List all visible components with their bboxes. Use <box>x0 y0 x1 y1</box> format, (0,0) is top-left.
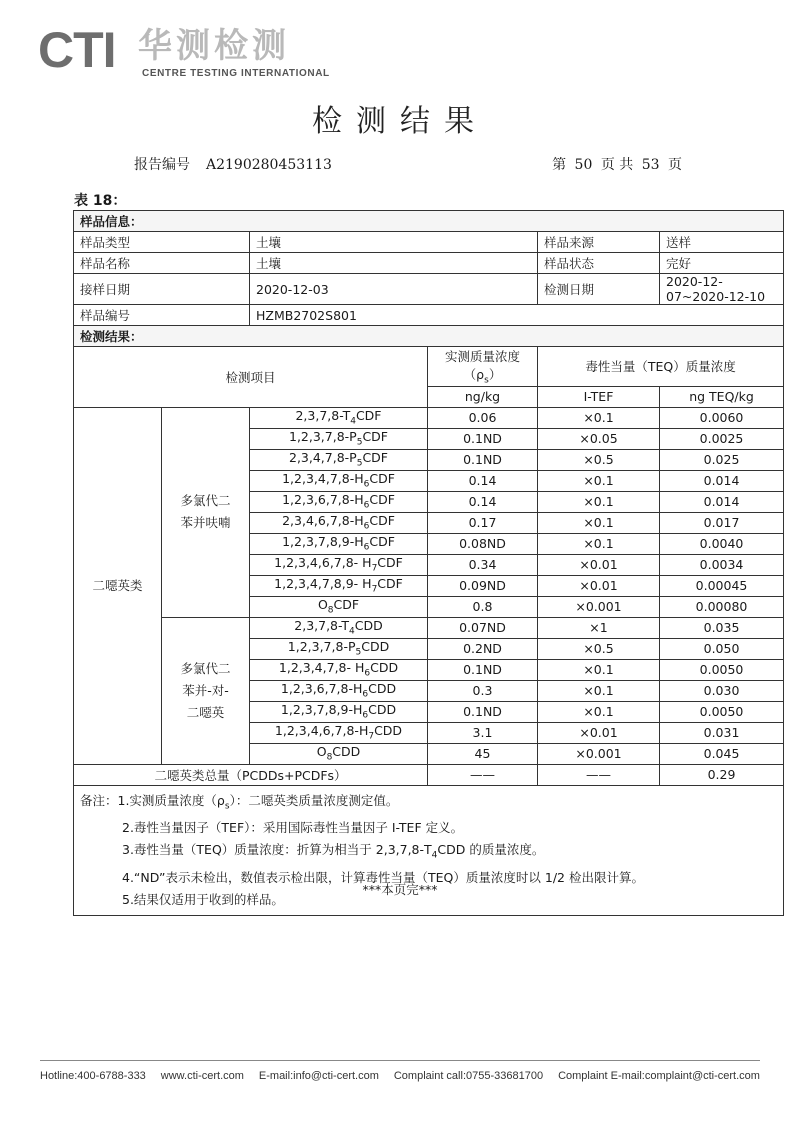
receive-date-label: 接样日期 <box>74 274 250 305</box>
column-header-row <box>74 347 784 387</box>
total-conc: —— <box>428 764 538 785</box>
total-row <box>74 764 784 785</box>
unit-teq: ng TEQ/kg <box>660 386 784 407</box>
teq-value: 0.014 <box>660 470 784 491</box>
page-end-marker: ***本页完*** <box>362 882 438 897</box>
results-header-row <box>74 326 784 347</box>
teq-value: 0.0050 <box>660 659 784 680</box>
compound-name: $1,2,3,7,8-P_5CDD$ <box>250 638 428 659</box>
test-date-value: 2020-12-07~2020-12-10 <box>660 274 784 305</box>
results-heading: 检测结果： <box>74 326 784 347</box>
footer-hotline: Hotline:400-6788-333 <box>40 1070 146 1082</box>
teq-value: 0.014 <box>660 491 784 512</box>
tef-value: ×0.1 <box>538 680 660 701</box>
tef-value: ×0.01 <box>538 575 660 596</box>
teq-value: 0.045 <box>660 743 784 764</box>
compound-name: $O_8CDF$ <box>250 596 428 617</box>
total-label: 二噁英类总量（PCDDs+PCDFs） <box>74 764 428 785</box>
conc-value: 3.1 <box>428 722 538 743</box>
tef-value: ×0.01 <box>538 554 660 575</box>
total-teq: 0.29 <box>660 764 784 785</box>
conc-value: 0.34 <box>428 554 538 575</box>
note-1: 备注：1.实测质量浓度$(\rho_s)$：二噁英类质量浓度测定值。 <box>80 792 399 811</box>
conc-value: 0.2ND <box>428 638 538 659</box>
sample-row <box>74 305 784 326</box>
compound-name: $2,3,7,8-T_4CDD$ <box>250 617 428 638</box>
teq-value: 0.0060 <box>660 407 784 428</box>
footer-complaint-email[interactable]: Complaint E-mail:complaint@cti-cert.com <box>558 1070 760 1082</box>
conc-value: 0.06 <box>428 407 538 428</box>
page-total: 53 <box>641 157 660 173</box>
page-number: 50 <box>574 157 593 173</box>
report-number <box>134 154 332 174</box>
group-pcdd-cell: 多氯代二苯并-对-二噁英 <box>162 617 250 764</box>
sample-id-value: HZMB2702S801 <box>250 305 784 326</box>
compound-name: $2,3,4,6,7,8-H_6CDF$ <box>250 512 428 533</box>
teq-value: 0.0025 <box>660 428 784 449</box>
compound-name: 1,2,3,4,7,8- $H_6CDD$ <box>250 659 428 680</box>
col-header-item: 检测项目 <box>74 347 428 408</box>
sample-row <box>74 253 784 274</box>
teq-value: 0.025 <box>660 449 784 470</box>
sample-source-value: 送样 <box>660 232 784 253</box>
teq-value: 0.0040 <box>660 533 784 554</box>
table-title: 表 18： <box>74 193 127 209</box>
tef-value: ×0.1 <box>538 659 660 680</box>
compound-name: $2,3,7,8-T_4CDF$ <box>250 407 428 428</box>
footer-website[interactable]: www.cti-cert.com <box>160 1070 244 1082</box>
logo-chinese-text: 华测检测 <box>138 26 290 66</box>
sample-info-heading: 样品信息： <box>74 211 784 232</box>
report-number-value: A2190280453113 <box>206 157 332 173</box>
category-cell: 二噁英类 <box>74 407 162 764</box>
page-indicator <box>550 154 684 174</box>
sample-info-header-row <box>74 211 784 232</box>
conc-value: 0.3 <box>428 680 538 701</box>
tef-value: ×0.1 <box>538 533 660 554</box>
compound-name: $1,2,3,7,8,9-H_6CDF$ <box>250 533 428 554</box>
compound-name: $1,2,3,6,7,8-H_6CDD$ <box>250 680 428 701</box>
sample-row <box>74 232 784 253</box>
page-title: 检测结果 <box>312 104 488 139</box>
sample-state-label: 样品状态 <box>538 253 660 274</box>
table-row <box>74 617 784 638</box>
footer-divider <box>40 1060 760 1061</box>
compound-name: $1,2,3,4,6,7,8-H_7CDD$ <box>250 722 428 743</box>
unit-tef: I-TEF <box>538 386 660 407</box>
tef-value: ×0.01 <box>538 722 660 743</box>
conc-value: 0.1ND <box>428 659 538 680</box>
sample-id-label: 样品编号 <box>74 305 250 326</box>
receive-date-value: 2020-12-03 <box>250 274 538 305</box>
conc-value: 0.1ND <box>428 428 538 449</box>
logo-english-text: CENTRE TESTING INTERNATIONAL <box>142 68 330 79</box>
footer-complaint-call: Complaint call:0755-33681700 <box>393 1070 544 1082</box>
teq-value: 0.030 <box>660 680 784 701</box>
sample-source-label: 样品来源 <box>538 232 660 253</box>
conc-value: 0.09ND <box>428 575 538 596</box>
teq-value: 0.0034 <box>660 554 784 575</box>
teq-value: 0.031 <box>660 722 784 743</box>
sample-type-label: 样品类型 <box>74 232 250 253</box>
conc-value: 0.14 <box>428 470 538 491</box>
page-suffix: 页 <box>668 157 682 173</box>
col-header-conc: 实测质量浓度$(\rho_s)$ <box>428 347 538 387</box>
results-table <box>73 210 784 916</box>
group-pcdf-cell: 多氯代二苯并呋喃 <box>162 407 250 617</box>
note-5: 5.结果仅适用于收到的样品。 <box>122 891 284 907</box>
teq-value: 0.00080 <box>660 596 784 617</box>
tef-value: ×0.05 <box>538 428 660 449</box>
report-number-label: 报告编号 <box>134 157 190 173</box>
tef-value: ×0.001 <box>538 743 660 764</box>
sample-state-value: 完好 <box>660 253 784 274</box>
footer <box>40 1070 760 1082</box>
tef-value: ×1 <box>538 617 660 638</box>
test-date-label: 检测日期 <box>538 274 660 305</box>
teq-value: 0.035 <box>660 617 784 638</box>
tef-value: ×0.1 <box>538 512 660 533</box>
conc-value: 45 <box>428 743 538 764</box>
compound-name: $1,2,3,6,7,8-H_6CDF$ <box>250 491 428 512</box>
sample-type-value: 土壤 <box>250 232 538 253</box>
page-prefix: 第 <box>552 157 567 173</box>
tef-value: ×0.1 <box>538 491 660 512</box>
page-mid-text: 页 共 <box>600 157 634 173</box>
note-4: 4.“ND”表示未检出，数值表示检出限，计算毒性当量（TEQ）质量浓度时以 1/2 检出限计算。 <box>122 869 644 885</box>
teq-value: 0.00045 <box>660 575 784 596</box>
conc-value: 0.14 <box>428 491 538 512</box>
conc-value: 0.8 <box>428 596 538 617</box>
compound-name: 1,2,3,4,7,8,9- $H_7CDF$ <box>250 575 428 596</box>
teq-value: 0.017 <box>660 512 784 533</box>
tef-value: ×0.1 <box>538 701 660 722</box>
compound-name: 1,2,3,4,6,7,8- $H_7CDF$ <box>250 554 428 575</box>
compound-name: $2,3,4,7,8-P_5CDF$ <box>250 449 428 470</box>
note-2: 2.毒性当量因子（TEF）：采用国际毒性当量因子 I-TEF 定义。 <box>122 820 464 835</box>
tef-value: ×0.1 <box>538 470 660 491</box>
teq-value: 0.0050 <box>660 701 784 722</box>
sample-name-value: 土壤 <box>250 253 538 274</box>
compound-name: $O_8CDD$ <box>250 743 428 764</box>
conc-value: 0.17 <box>428 512 538 533</box>
logo-cti-text: CTI <box>38 22 116 78</box>
col-header-teq: 毒性当量（TEQ）质量浓度 <box>538 347 784 387</box>
compound-name: $1,2,3,7,8,9-H_6CDD$ <box>250 701 428 722</box>
tef-value: ×0.5 <box>538 638 660 659</box>
tef-value: ×0.1 <box>538 407 660 428</box>
unit-conc: ng/kg <box>428 386 538 407</box>
teq-value: 0.050 <box>660 638 784 659</box>
sample-row <box>74 274 784 305</box>
total-tef: —— <box>538 764 660 785</box>
conc-value: 0.08ND <box>428 533 538 554</box>
sample-name-label: 样品名称 <box>74 253 250 274</box>
table-row <box>74 407 784 428</box>
tef-value: ×0.5 <box>538 449 660 470</box>
note-3: 3.毒性当量（TEQ）质量浓度：折算为相当于 $2,3,7,8-T_4CDD$ 的质量浓度。 <box>122 842 545 861</box>
conc-value: 0.1ND <box>428 701 538 722</box>
conc-value: 0.07ND <box>428 617 538 638</box>
compound-name: $1,2,3,4,7,8-H_6CDF$ <box>250 470 428 491</box>
compound-name: $1,2,3,7,8-P_5CDF$ <box>250 428 428 449</box>
footer-email[interactable]: E-mail:info@cti-cert.com <box>258 1070 379 1082</box>
conc-value: 0.1ND <box>428 449 538 470</box>
tef-value: ×0.001 <box>538 596 660 617</box>
